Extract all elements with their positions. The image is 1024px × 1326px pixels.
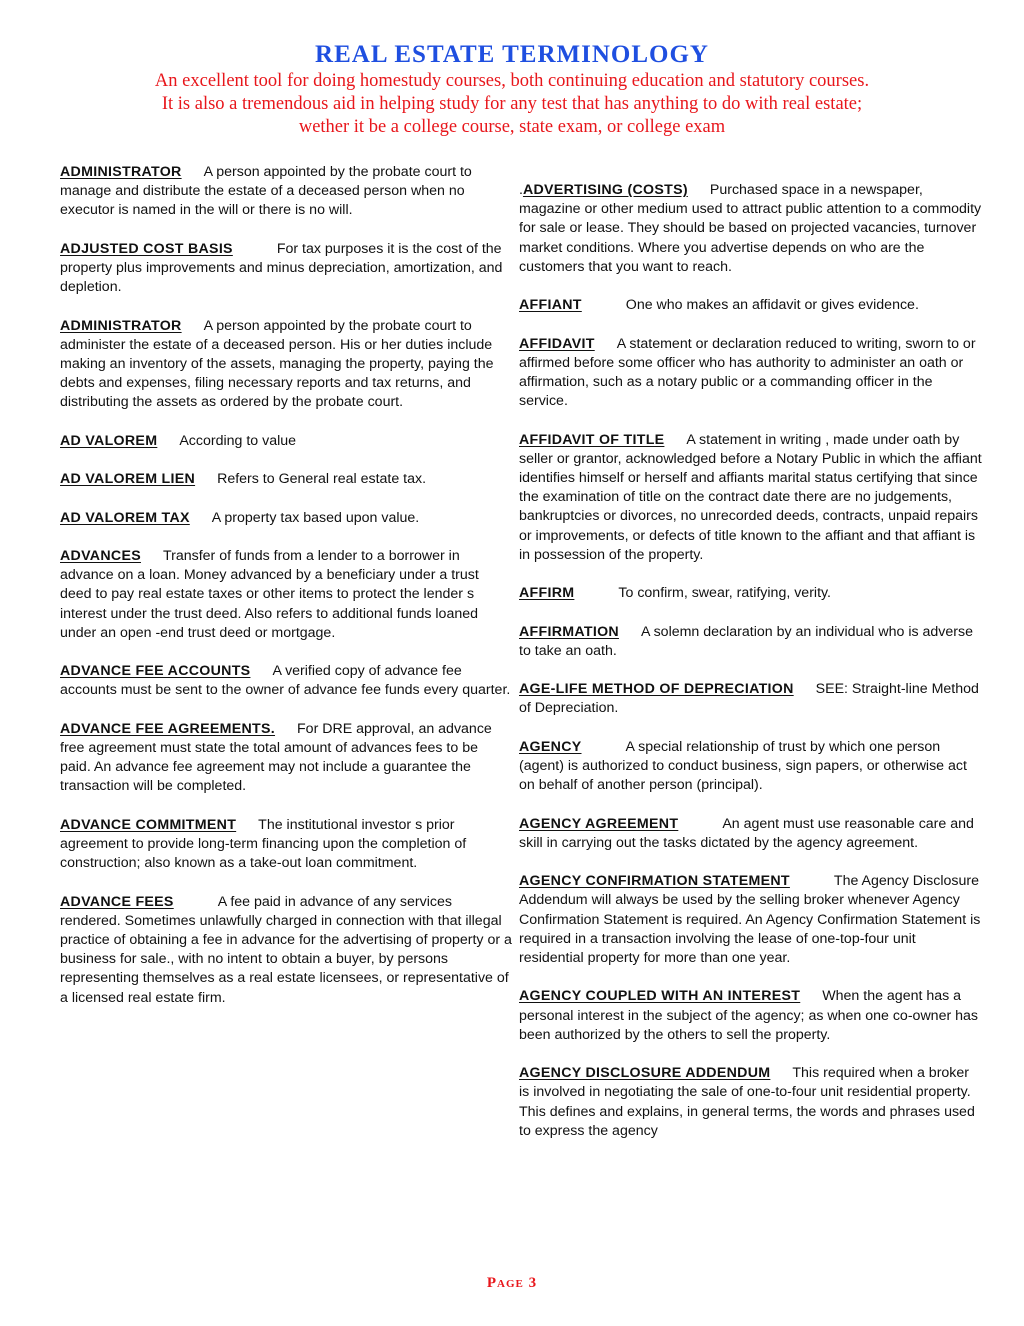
glossary-term: AFFIRM: [519, 585, 575, 602]
glossary-term: ADMINISTRATOR: [60, 164, 182, 180]
glossary-term: AFFIDAVIT: [519, 335, 595, 352]
glossary-definition: A statement or declaration reduced to writing, sworn to or affirmed before some officer who has authority to administer an oath or affirmation, such as a notary public or a commanding officer in the service.: [519, 335, 976, 410]
glossary-entry: [519, 1064, 983, 1141]
glossary-entry: [60, 720, 512, 797]
glossary-term: AD VALOREM TAX: [60, 509, 190, 526]
glossary-definition: For DRE approval, an advance free agreement must state the total amount of advances fees to be paid. An advance fee agreement may not include a guarantee the transaction will be completed.: [60, 720, 492, 795]
glossary-term: AGENCY COUPLED WITH AN INTEREST: [519, 988, 801, 1005]
glossary-entry: [519, 181, 983, 277]
glossary-entry: [60, 432, 512, 451]
glossary-term: AFFIANT: [519, 297, 582, 314]
glossary-entry: [60, 470, 512, 489]
glossary-term: ADVANCES: [60, 547, 141, 564]
glossary-definition: One who makes an affidavit or gives evidence.: [625, 297, 919, 314]
glossary-entry: [519, 987, 983, 1045]
glossary-entry: [60, 240, 512, 298]
glossary-entry: [519, 680, 983, 718]
left-glossary-column: [60, 163, 512, 1027]
glossary-definition: Purchased space in a newspaper, magazine or other medium used to attract public attention to a commodity for sale or lease. They should be based on projected vacancies, turnover market conditions. Where you advertise depends on who are the customers that you want to reach.: [519, 182, 982, 275]
glossary-entry: [60, 509, 512, 528]
glossary-entry: [519, 335, 983, 412]
glossary-definition: The Agency Disclosure Addendum will always be used by the selling broker whenever Agency Confirmation Statement is required. An Agency Confirmation Statement is required in a transaction involving the lease of one-top-four unit residential property for more than one year.: [519, 873, 981, 966]
glossary-term: AGENCY DISCLOSURE ADDENDUM: [519, 1065, 771, 1082]
glossary-definition: An agent must use reasonable care and skill in carrying out the tasks dictated by the agency agreement.: [519, 815, 974, 851]
glossary-term: AD VALOREM LIEN: [60, 471, 196, 488]
glossary-definition: A person appointed by the probate court to manage and distribute the estate of a deceased person when no executor is named in the will or there is no will.: [60, 164, 472, 219]
glossary-entry: [519, 623, 983, 661]
glossary-term: ADVANCE FEES: [60, 893, 174, 910]
intro-line: It is also a tremendous aid in helping study for any test that has anything to do with real estate;: [161, 94, 863, 114]
glossary-definition: A verified copy of advance fee accounts must be sent to the owner of advance fee funds every quarter.: [60, 663, 511, 699]
page-number: Page 3: [486, 1275, 538, 1291]
glossary-entry: [519, 296, 983, 315]
glossary-term: AFFIRMATION: [519, 623, 619, 640]
glossary-definition: According to value: [179, 432, 297, 449]
glossary-term: AGENCY CONFIRMATION STATEMENT: [519, 873, 790, 890]
glossary-term: AGENCY AGREEMENT: [519, 815, 679, 832]
glossary-term: ADMINISTRATOR: [60, 317, 182, 334]
glossary-term: AFFIDAVIT OF TITLE: [519, 431, 665, 448]
glossary-definition: A statement in writing , made under oath by seller or grantor, acknowledged before a Notary Public in which the affiant identifies himself or herself and affiants marital status certifying that since the examination of title on the contract date there are no judgements, bankruptcies or divorces, no unrecorded deeds, contracts, unpaid repairs or improvements, or defects of title known to the affiant and that affiant is in possession of the property.: [519, 431, 982, 563]
glossary-entry: [519, 738, 983, 796]
glossary-definition: For tax purposes it is the cost of the property plus improvements and minus depreciation, amortization, and depletion.: [60, 240, 503, 296]
glossary-term: ADJUSTED COST BASIS: [60, 240, 233, 257]
glossary-entry: [60, 317, 512, 413]
glossary-definition: When the agent has a personal interest in the subject of the agency; as when one co-owner has been authorized by the others to sell the property.: [519, 988, 979, 1043]
entry-prefix: .: [519, 182, 523, 198]
glossary-definition: A special relationship of trust by which one person (agent) is authorized to conduct business, sign papers, or otherwise act on behalf of another person (principal).: [519, 738, 967, 794]
glossary-term: ADVANCE FEE AGREEMENTS.: [60, 720, 276, 737]
glossary-term: ADVANCE COMMITMENT: [60, 816, 237, 833]
glossary-entry: [60, 893, 512, 1008]
glossary-definition: A property tax based upon value.: [211, 509, 420, 526]
glossary-definition: A solemn declaration by an individual who is adverse to take an oath.: [519, 623, 973, 659]
glossary-term: ADVERTISING (COSTS): [522, 182, 688, 198]
glossary-entry: [60, 547, 512, 643]
glossary-definition: To confirm, swear, ratifying, verity.: [618, 585, 831, 602]
glossary-term: AGE-LIFE METHOD OF DEPRECIATION: [519, 681, 794, 698]
glossary-definition: A person appointed by the probate court to administer the estate of a deceased person. His or her duties include making an inventory of the assets, managing the property, paying the debts and expenses, filing necessary reports and tax returns, and distributing the assets as ordered by the probate court.: [60, 317, 494, 411]
glossary-definition: This required when a broker is involved in negotiating the sale of one-to-four unit residential property. This defines and explains, in general terms, the words and phrases used to express the agency: [519, 1065, 975, 1139]
glossary-definition: SEE: Straight-line Method of Depreciation.: [519, 681, 979, 717]
glossary-definition: The institutional investor s prior agreement to provide long-term financing upon the completion of construction; also known as a take-out loan commitment.: [60, 816, 467, 872]
glossary-entry: [60, 816, 512, 874]
glossary-term: AD VALOREM: [60, 432, 158, 449]
glossary-entry: [519, 584, 983, 603]
glossary-term: AGENCY: [519, 738, 582, 755]
right-glossary-column: [519, 181, 983, 1160]
glossary-definition: Transfer of funds from a lender to a borrower in advance on a loan. Money advanced by a beneficiary under a trust deed to pay real estate taxes or other items to protect the lender s interest under the trust deed. Also refers to additional funds loaned under an open -end trust deed or mortgage.: [60, 547, 479, 641]
intro-line: wether it be a college course, state exam, or college exam: [298, 117, 726, 137]
document-title: REAL ESTATE TERMINOLOGY: [315, 41, 709, 68]
glossary-entry: [60, 163, 512, 221]
glossary-definition: A fee paid in advance of any services rendered. Sometimes unlawfully charged in connection with that illegal practice of obtaining a fee in advance for the advertising of property or a business for sale., with no intent to obtain a buyer, by persons representing themselves as a real estate licensees, or representative of a licensed real estate firm.: [60, 893, 512, 1006]
glossary-entry: [60, 662, 512, 700]
page-header: [0, 40, 1024, 139]
glossary-entry: [519, 815, 983, 853]
glossary-term: ADVANCE FEE ACCOUNTS: [60, 663, 251, 680]
glossary-definition: Refers to General real estate tax.: [217, 471, 427, 488]
glossary-entry: [519, 431, 983, 565]
glossary-entry: [519, 872, 983, 968]
intro-line: An excellent tool for doing homestudy courses, both continuing education and statutory courses.: [154, 71, 870, 91]
